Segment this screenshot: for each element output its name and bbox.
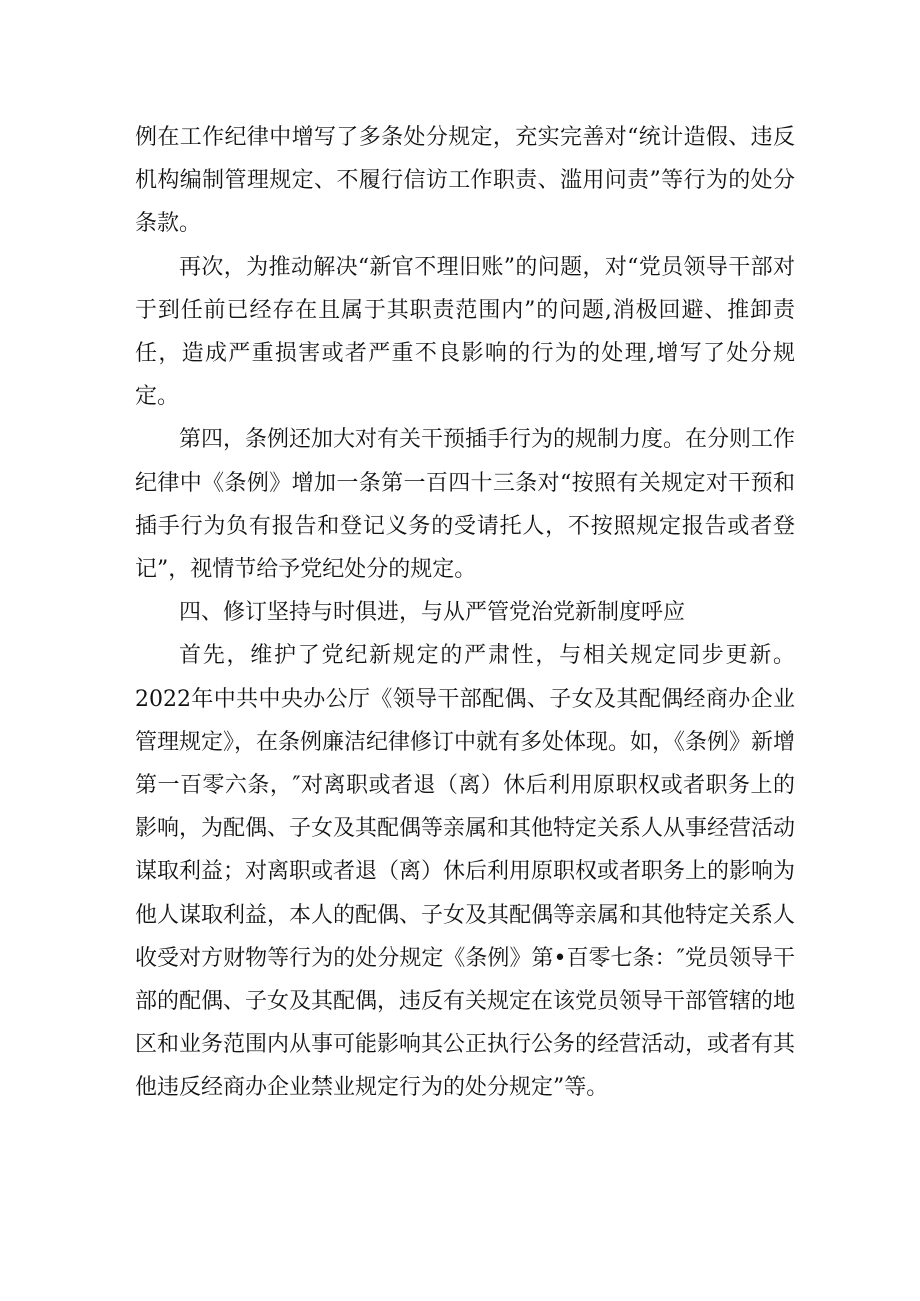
document-body (135, 116, 795, 1110)
paragraph-third-point: 再次，为推动解决“新官不理旧账”的问题，对“党员领导干部对于到任前已经存在且属于其职责范围内”的问题,消极回避、推卸责任，造成严重损害或者严重不良影响的行为的处理,增写了处分规定。 (135, 254, 795, 410)
section-heading: 四、修订坚持与时俱进，与从严管党治党新制度呼应 (179, 600, 686, 626)
paragraph-fourth-point: 第四，条例还加大对有关干预插手行为的规制力度。在分则工作纪律中《条例》增加一条第一百四十三条对“按照有关规定对干预和插手行为负有报告和登记义务的受请托人，不按照规定报告或者登记”，视情节给予党纪处分的规定。 (135, 427, 796, 583)
paragraph-continuation: 例在工作纪律中增写了多条处分规定，充实完善对“统计造假、违反机构编制管理规定、不履行信访工作职责、滥用问责”等行为的处分条款。 (135, 125, 795, 237)
paragraph-first-point: 首先，维护了党纪新规定的严肃性，与相关规定同步更新。2022年中共中央办公厅《领导干部配偶、子女及其配偶经商办企业管理规定》，在条例廉洁纪律修订中就有多处体现。如，《条例》新增第一百零六条，″对离职或者退（离）休后利用原职权或者职务上的影响，为配偶、子女及其配偶等亲属和其他特定关系人从事经营活动谋取利益；对离职或者退（离）休后利用原职权或者职务上的影响为他人谋取利益，本人的配偶、子女及其配偶等亲属和其他特定关系人收受对方财物等行为的处分规定《条例》第•百零七条：″党员领导干部的配偶、子女及其配偶，违反有关规定在该党员领导干部管辖的地区和业务范围内从事可能影响其公正执行公务的经营活动，或者有其他违反经商办企业禁业规定行为的处分规定”等。 (135, 643, 796, 1101)
